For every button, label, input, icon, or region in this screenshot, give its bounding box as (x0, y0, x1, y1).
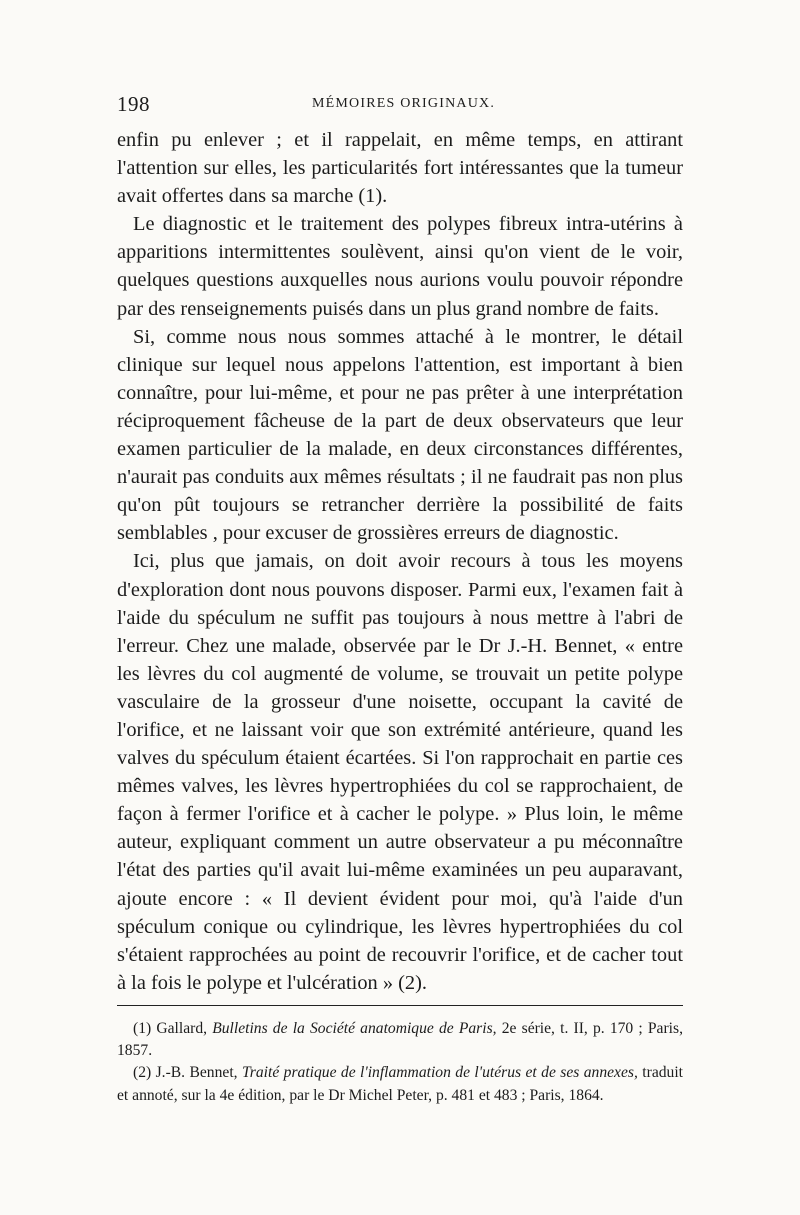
footnote-marker: (1) (133, 1019, 152, 1037)
page-number: 198 (117, 92, 150, 116)
page (117, 92, 683, 1107)
footnotes (117, 1018, 683, 1107)
footnote-details: 2e série, t. II, p. 170 ; Paris, 1857. (117, 1019, 683, 1060)
footnote-marker: (2) (133, 1064, 152, 1082)
body-text (117, 126, 683, 997)
footnote-divider (117, 1005, 683, 1006)
footnote-title: Traité pratique de l'inflammation de l'utérus et de ses annexes, (241, 1064, 638, 1082)
paragraph: Le diagnostic et le traitement des polypes fibreux intra-utérins à apparitions intermittentes soulèvent, ainsi qu'on vient de le voir, quelques questions auxquelles nous aurions voulu pouvoir répondre par des renseignements puisés dans un plus grand nombre de faits. (117, 213, 683, 320)
footnote-details: traduit et annoté, sur la 4e édition, par le Dr Michel Peter, p. 481 et 483 ; Paris, 1864. (117, 1064, 684, 1104)
footnote (117, 1062, 683, 1106)
paragraph: enfin pu enlever ; et il rappelait, en même temps, en attirant l'attention sur elles, les particularités fort intéressantes que la tumeur avait offertes dans sa marche (1). (117, 129, 683, 208)
footnote-author: Gallard, (156, 1019, 208, 1037)
footnote (117, 1018, 683, 1062)
footnote-author: J.-B. Bennet, (155, 1064, 238, 1082)
footnote-title: Bulletins de la Société anatomique de Paris, (212, 1019, 497, 1037)
paragraph: Si, comme nous nous sommes attaché à le montrer, le détail clinique sur lequel nous appelons l'attention, est important à bien connaître, pour lui-même, et pour ne pas prêter à une interprétation réciproquement fâcheuse de la part de deux observateurs que leur examen particulier de la malade, en deux circonstances différentes, n'aurait pas conduits aux mêmes résultats ; il ne faudrait pas non plus qu'on pût toujours se retrancher derrière la possibilité de faits semblables , pour excuser de grossières erreurs de diagnostic. (117, 325, 683, 545)
running-head: MÉMOIRES ORIGINAUX. (312, 96, 496, 111)
page-header (117, 92, 683, 126)
paragraph: Ici, plus que jamais, on doit avoir recours à tous les moyens d'exploration dont nous pouvons disposer. Parmi eux, l'examen fait à l'aide du spéculum ne suffit pas toujours à nous mettre à l'abri de l'erreur. Chez une malade, observée par le Dr J.-H. Bennet, « entre les lèvres du col augmenté de volume, se trouvait un petite polype vasculaire de la grosseur d'une noisette, occupant la cavité de l'orifice, et ne laissant voir que son extrémité antérieure, quand les valves du spéculum étaient écartées. Si l'on rapprochait en partie ces mêmes valves, les lèvres hypertrophiées du col se rapprochaient, de façon à fermer l'orifice et à cacher le polype. » Plus loin, le même auteur, expliquant comment un autre observateur a pu méconnaître l'état des parties qu'il avait lui-même examinées un peu auparavant, ajoute encore : « Il devient évident pour moi, qu'à l'aide d'un spéculum conique ou cylindrique, les lèvres hypertrophiées du col s'étaient rapprochées au point de recouvrir l'orifice, et de cacher tout à la fois le polype et l'ulcération » (2). (117, 550, 683, 994)
